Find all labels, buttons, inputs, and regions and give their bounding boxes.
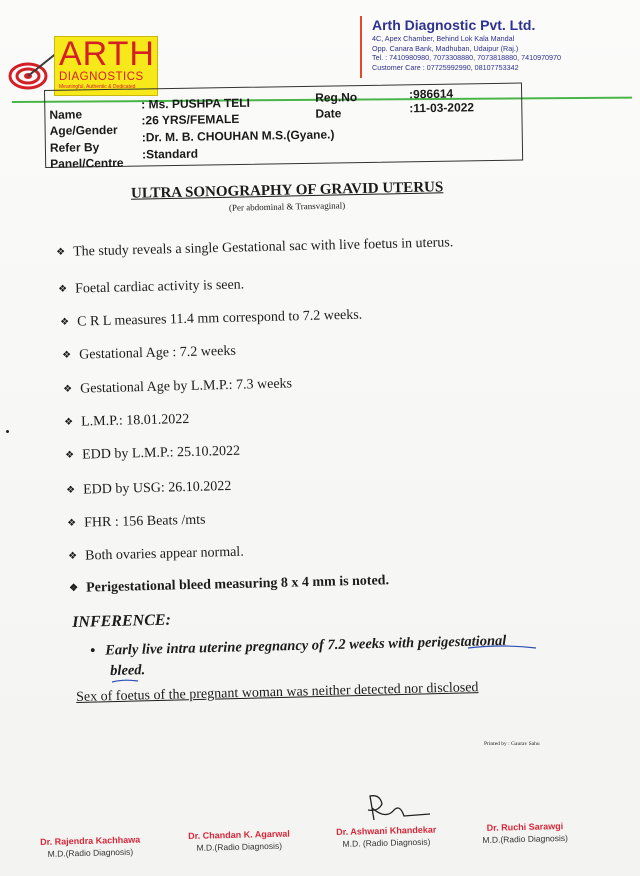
- finding-item: [62, 343, 236, 366]
- logo-sub-text: DIAGNOSTICS: [59, 71, 144, 83]
- doctor-signatory: [40, 834, 141, 860]
- doctor-qualification: M.D.(Radio Diagnosis): [482, 832, 569, 845]
- doctor-name: Dr. Rajendra Kachhawa: [40, 834, 141, 847]
- inference-text-line-2: bleed.: [110, 662, 146, 679]
- pen-underline-mark: [466, 642, 538, 652]
- refer-by-label: Refer By: [49, 140, 100, 155]
- diamond-bullet-icon: ❖: [69, 582, 79, 594]
- doctor-qualification: M.D. (Radio Diagnosis): [342, 836, 431, 849]
- date-label: Date: [315, 106, 342, 121]
- age-gender-value: :26 YRS/FEMALE: [141, 111, 240, 128]
- logo-box: [54, 36, 158, 96]
- diamond-bullet-icon: ❖: [66, 484, 76, 496]
- finding-item: [67, 512, 206, 534]
- finding-text: Gestational Age : 7.2 weeks: [78, 343, 236, 363]
- finding-item: [64, 411, 190, 433]
- finding-text: Perigestational bleed measuring 8 x 4 mm is noted.: [85, 573, 390, 596]
- finding-text: EDD by USG: 26.10.2022: [82, 478, 232, 498]
- company-address-1: 4C, Apex Chamber, Behind Lok Kala Mandal: [372, 34, 515, 43]
- diamond-bullet-icon: ❖: [62, 349, 72, 361]
- doctor-signatory: [188, 828, 290, 854]
- diamond-bullet-icon: ❖: [64, 416, 74, 428]
- company-address-2: Opp. Canara Bank, Madhuban, Udaipur (Raj.): [372, 43, 519, 53]
- finding-item: [68, 544, 244, 567]
- logo-main-text: ARTH: [59, 35, 155, 73]
- reg-no-value: :986614: [409, 86, 454, 102]
- doctor-name: Dr. Ruchi Sarawgi: [486, 821, 564, 833]
- date-value: :11-03-2022: [409, 100, 475, 116]
- report-subtitle: (Per abdominal & Transvaginal): [228, 200, 346, 213]
- company-info: [360, 16, 602, 78]
- finding-text: Gestational Age by L.M.P.: 7.3 weeks: [79, 376, 293, 397]
- finding-text: FHR : 156 Beats /mts: [83, 512, 206, 531]
- inference-heading: INFERENCE:: [72, 611, 172, 631]
- finding-item: [66, 478, 232, 501]
- scan-speck: [6, 430, 9, 433]
- diamond-bullet-icon: ❖: [67, 517, 77, 529]
- age-gender-label: Age/Gender: [49, 122, 118, 138]
- diamond-bullet-icon: ❖: [56, 246, 66, 258]
- panel-centre-value: :Standard: [141, 146, 199, 162]
- finding-text: Both ovaries appear normal.: [84, 544, 244, 564]
- inference-bullet-icon: •: [90, 642, 96, 659]
- diamond-bullet-icon: ❖: [58, 283, 68, 295]
- finding-item-highlighted: [69, 572, 389, 599]
- report-title: ULTRA SONOGRAPHY OF GRAVID UTERUS: [130, 179, 444, 202]
- panel-centre-label: Panel/Centre: [50, 155, 124, 171]
- finding-text: C R L measures 11.4 mm correspond to 7.2 weeks.: [76, 307, 363, 330]
- refer-by-value: :Dr. M. B. CHOUHAN M.S.(Gyane.): [141, 127, 335, 145]
- doctor-name: Dr. Chandan K. Agarwal: [188, 828, 290, 841]
- pen-underline-mark: [110, 677, 140, 685]
- finding-item: [60, 307, 362, 333]
- doctor-qualification: M.D.(Radio Diagnosis): [47, 846, 134, 859]
- logo-tagline: Meaningful, Authentic & Dedicated: [59, 84, 136, 90]
- doctor-name: Dr. Ashwani Khandekar: [336, 824, 437, 837]
- doctor-qualification: M.D.(Radio Diagnosis): [196, 840, 283, 853]
- finding-item: [65, 443, 240, 466]
- inference-text-line-1: • Early live intra uterine pregnancy of 7.2 weeks with perigestational: [90, 632, 507, 659]
- company-customer-care: Customer Care : 07725992990, 08107753342: [372, 62, 519, 72]
- reg-no-label: Reg.No: [315, 90, 358, 105]
- finding-item: [56, 234, 454, 263]
- printed-by: Printed by : Gaurav Sahu: [484, 741, 540, 747]
- finding-text: The study reveals a single Gestational sac with live foetus in uterus.: [72, 235, 454, 260]
- patient-details-box: [44, 82, 523, 171]
- finding-item: [63, 375, 292, 400]
- diamond-bullet-icon: ❖: [68, 550, 78, 562]
- sex-determination-disclaimer: Sex of foetus of the pregnant woman was neither detected nor disclosed: [76, 680, 479, 705]
- company-name: Arth Diagnostic Pvt. Ltd.: [372, 17, 536, 33]
- name-value: : Ms. PUSHPA TELI: [141, 95, 251, 112]
- finding-text: EDD by L.M.P.: 25.10.2022: [81, 443, 241, 463]
- doctor-signatory: [482, 820, 568, 846]
- company-tel: Tel. : 7410980980, 7073308880, 7073818880, 7410970970: [372, 53, 562, 62]
- finding-text: Foetal cardiac activity is seen.: [74, 277, 245, 297]
- finding-text: L.M.P.: 18.01.2022: [80, 411, 190, 430]
- diamond-bullet-icon: ❖: [63, 383, 73, 395]
- name-label: Name: [49, 107, 83, 122]
- diamond-bullet-icon: ❖: [60, 316, 70, 328]
- doctor-signatory: [336, 824, 437, 850]
- diamond-bullet-icon: ❖: [65, 449, 75, 461]
- finding-item: [58, 276, 244, 300]
